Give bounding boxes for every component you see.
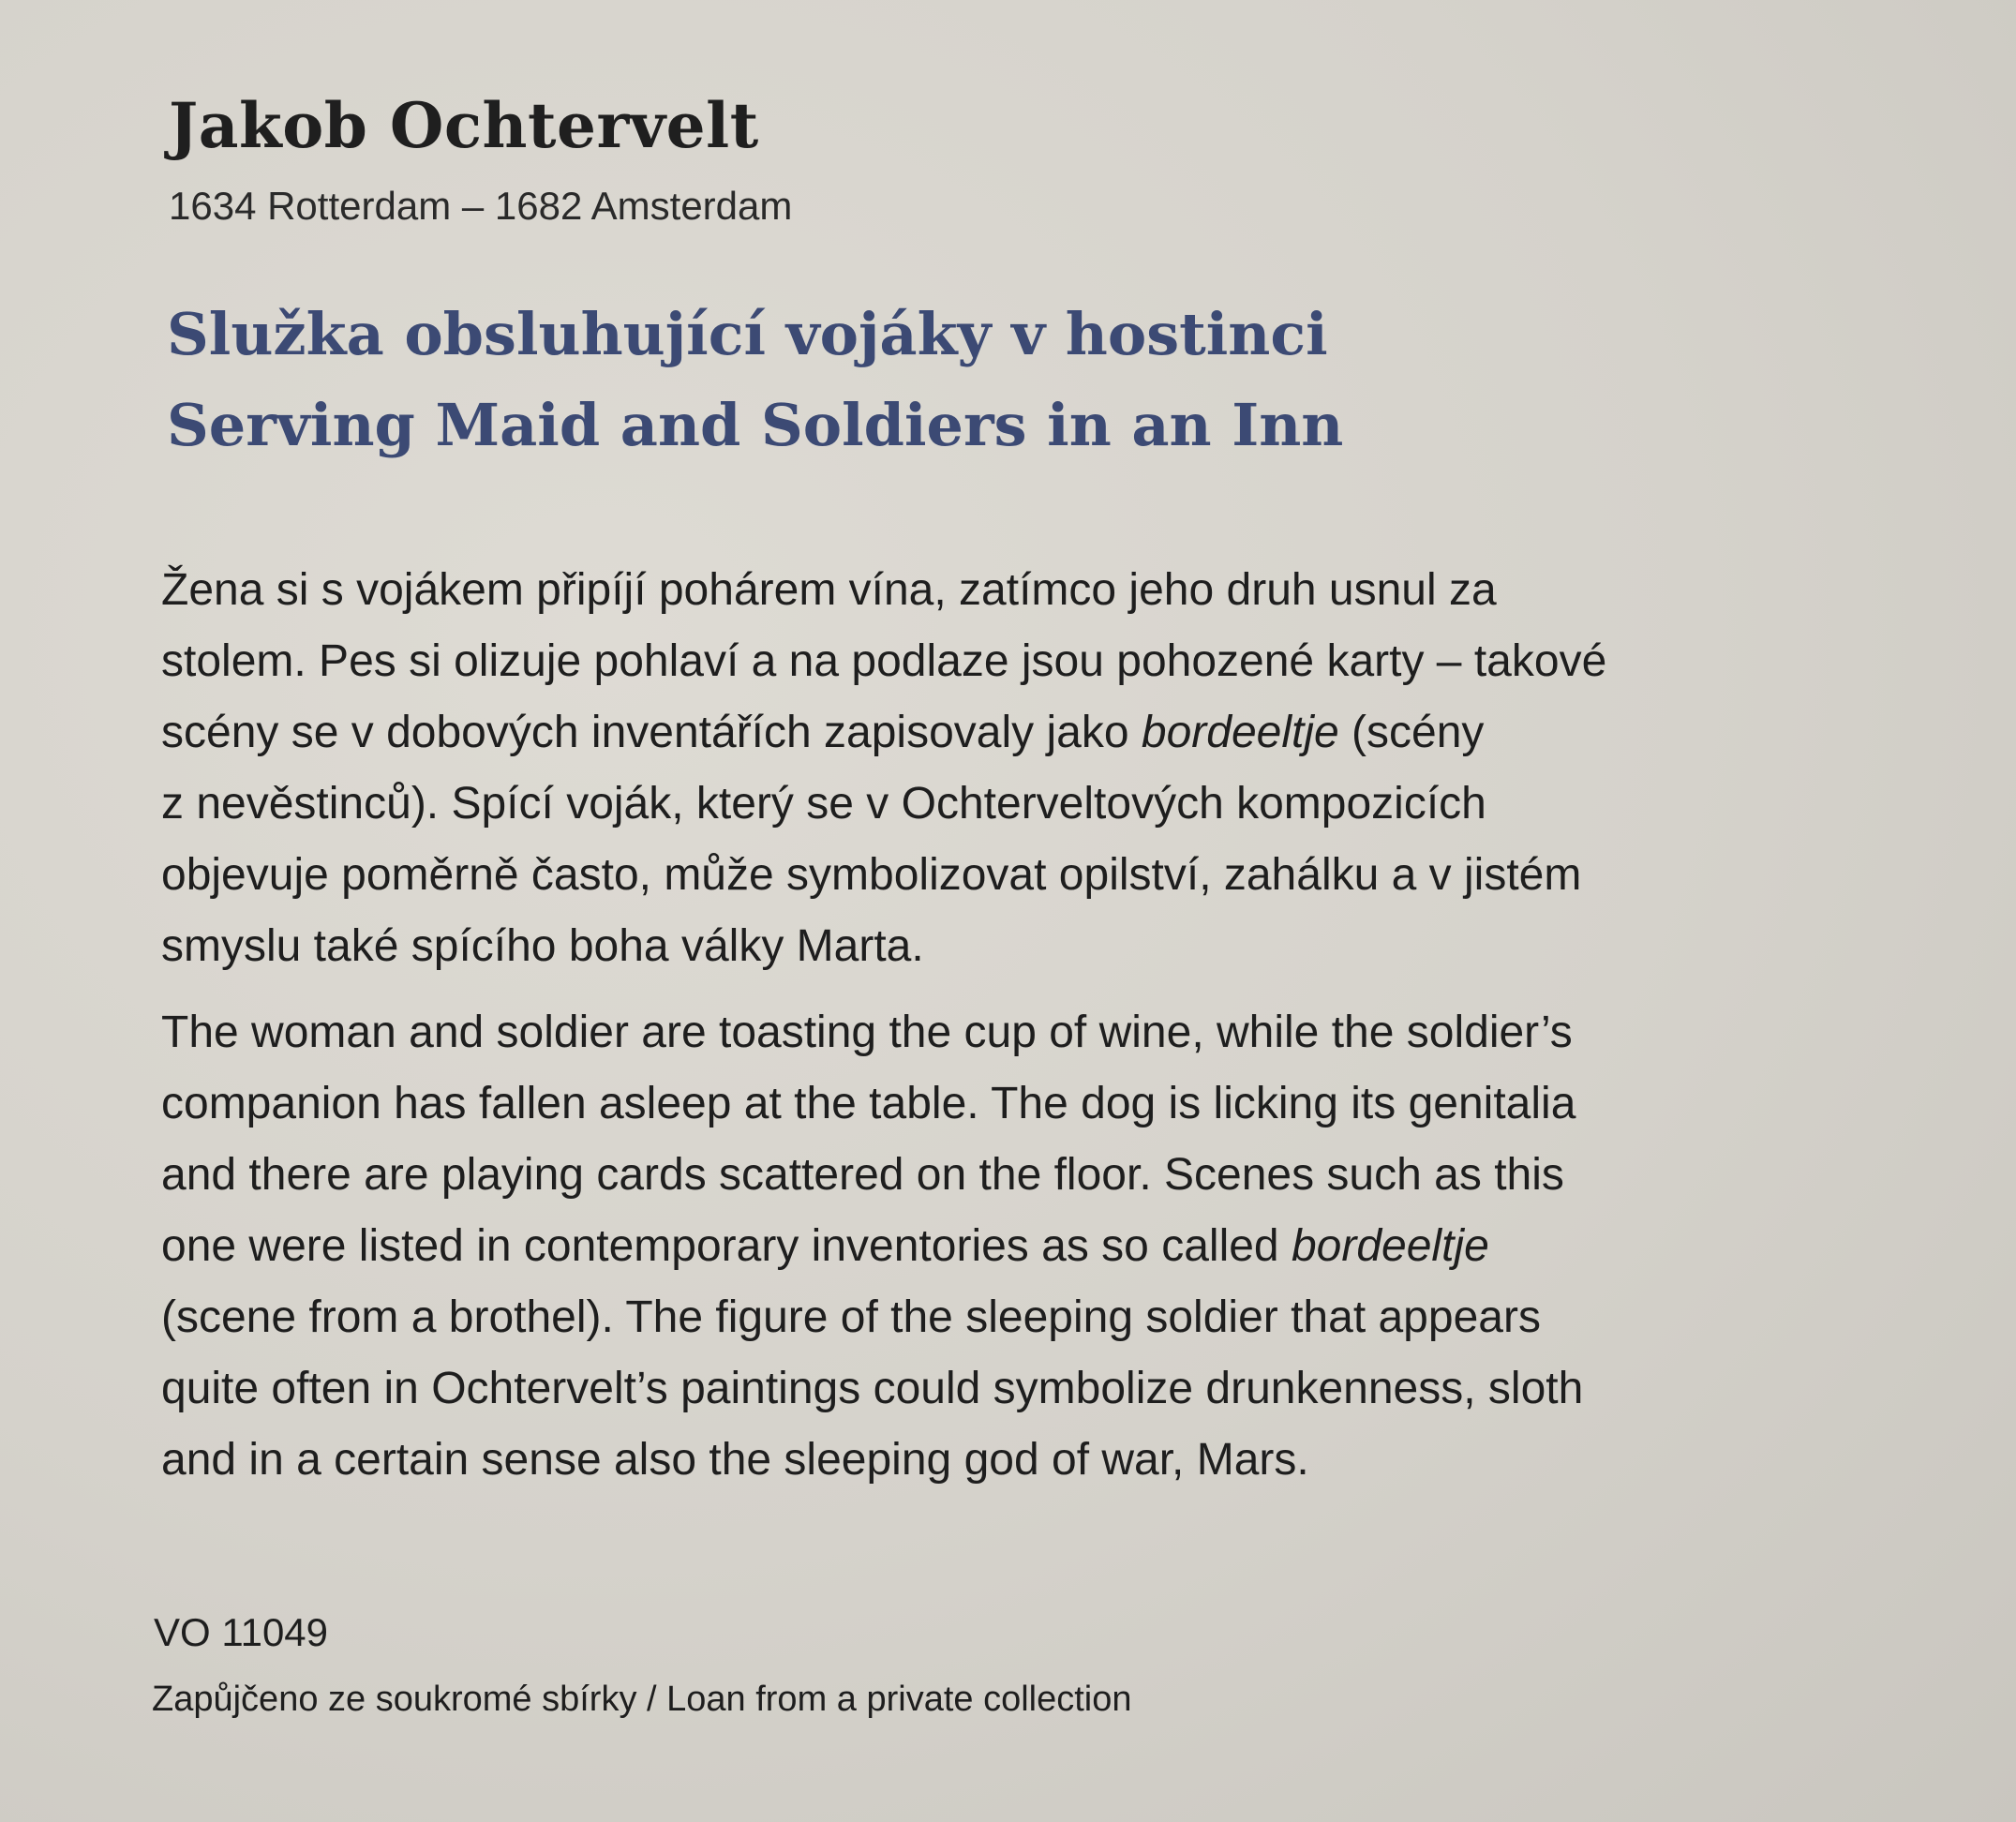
italic-term: bordeeltje xyxy=(1141,708,1339,757)
description-czech-text: (scény xyxy=(1338,708,1485,757)
description-english-text: one were listed in contemporary inventories as so called xyxy=(161,1221,1292,1271)
artwork-title-english: Serving Maid and Soldiers in an Inn xyxy=(167,391,1344,459)
description-czech-line xyxy=(161,697,1876,769)
description-english-line: quite often in Ochtervelt’s paintings could symbolize drunkenness, sloth xyxy=(161,1364,1584,1413)
artist-name: Jakob Ochtervelt xyxy=(169,89,759,162)
description-czech-line: stolem. Pes si olizuje pohlaví a na podlaze jsou pohozené karty – takové xyxy=(161,636,1607,686)
description-czech-line: objevuje poměrně často, může symbolizovat opilství, zahálku a v jistém xyxy=(161,850,1582,900)
description-czech xyxy=(161,555,1876,982)
artwork-title-czech: Služka obsluhující vojáky v hostinci xyxy=(167,300,1328,368)
description-czech-line: Žena si s vojákem připíjí pohárem vína, zatímco jeho druh usnul za xyxy=(161,565,1497,615)
description-english-line: (scene from a brothel). The figure of the sleeping soldier that appears xyxy=(161,1292,1541,1342)
description-english-line xyxy=(161,1211,1876,1282)
description-english-line: and in a certain sense also the sleeping god of war, Mars. xyxy=(161,1435,1309,1485)
description-czech-text: scény se v dobových inventářích zapisovaly jako xyxy=(161,708,1142,757)
artist-dates: 1634 Rotterdam – 1682 Amsterdam xyxy=(169,184,793,228)
description-czech-line: z nevěstinců). Spící voják, který se v Ochterveltových kompozicích xyxy=(161,779,1486,829)
italic-term: bordeeltje xyxy=(1291,1221,1489,1271)
inventory-number: VO 11049 xyxy=(154,1610,329,1654)
description-czech-line: smyslu také spícího boha války Marta. xyxy=(161,921,924,971)
description-english-line: and there are playing cards scattered on the floor. Scenes such as this xyxy=(161,1150,1564,1200)
description-english xyxy=(161,997,1876,1496)
credit-line: Zapůjčeno ze soukromé sbírky / Loan from a private collection xyxy=(152,1680,1132,1719)
description-english-line: The woman and soldier are toasting the cup of wine, while the soldier’s xyxy=(161,1008,1573,1057)
description-english-line: companion has fallen asleep at the table. The dog is licking its genitalia xyxy=(161,1079,1576,1128)
